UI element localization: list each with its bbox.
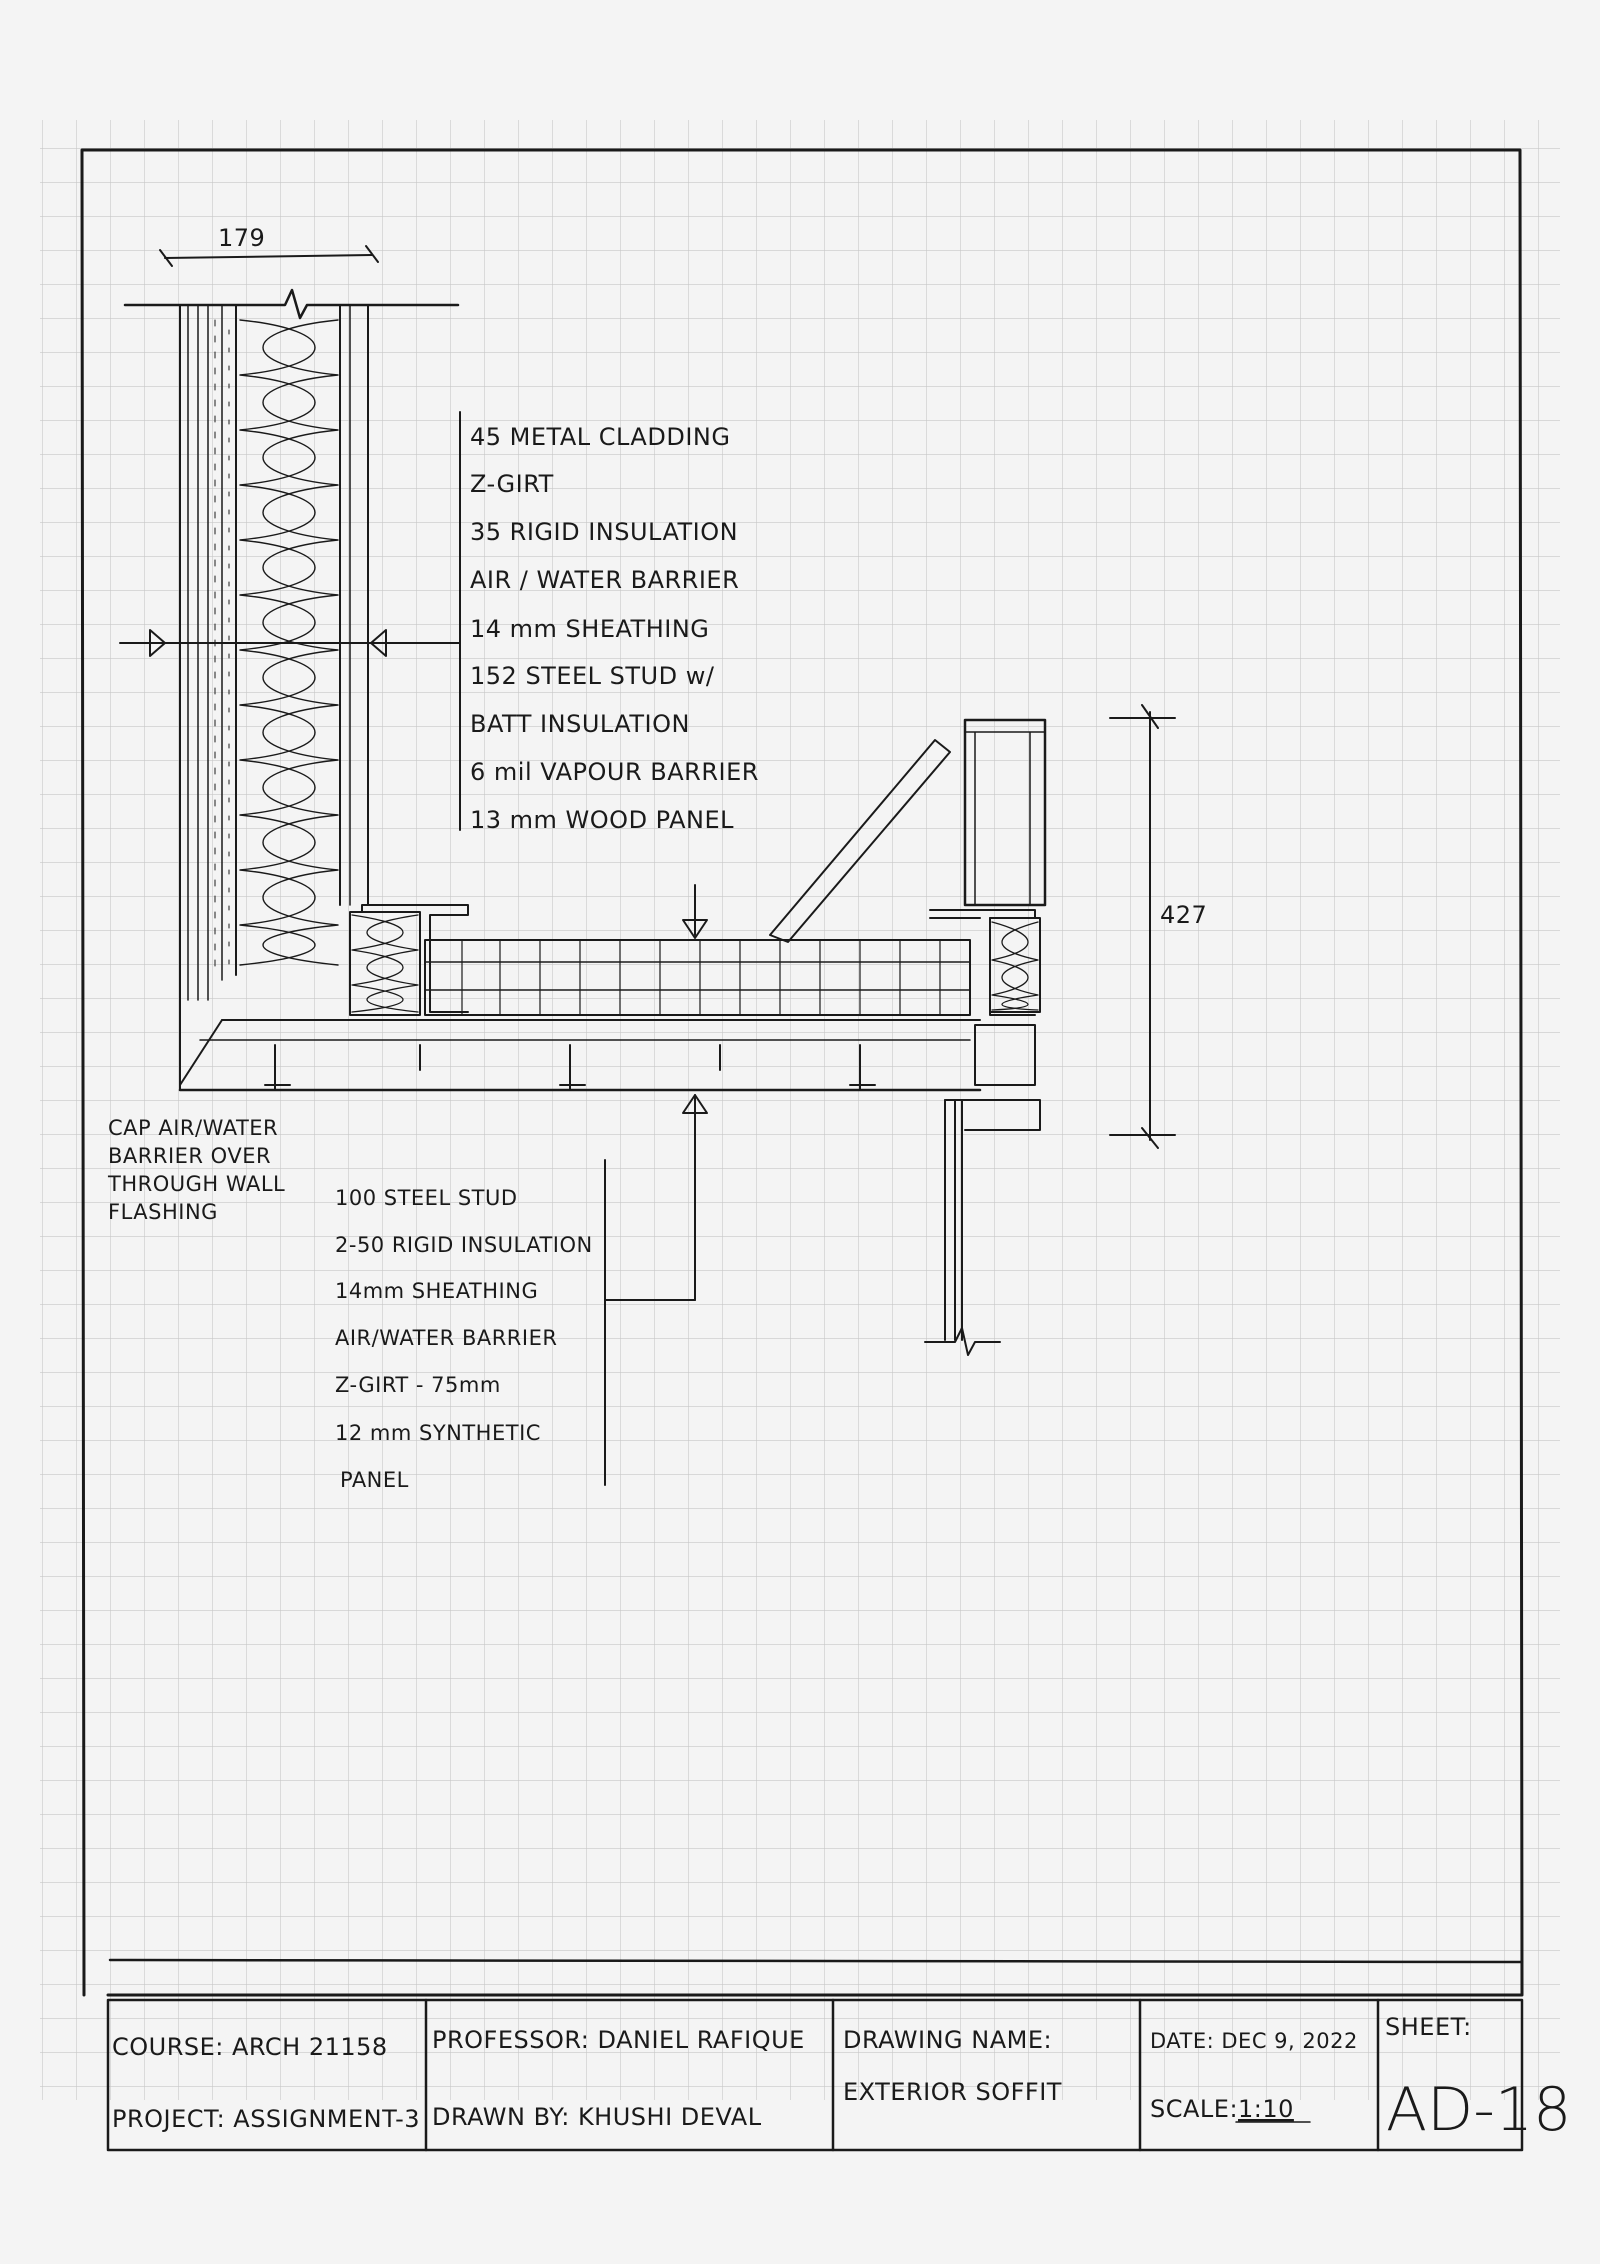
course-text: COURSE: ARCH 21158 xyxy=(112,2033,388,2061)
wall-layer-2: Z-GIRT xyxy=(470,470,554,498)
drawing-name-text: EXTERIOR SOFFIT xyxy=(843,2078,1062,2106)
project-text: PROJECT: ASSIGNMENT-3 xyxy=(112,2105,421,2133)
cap-note-line-2: BARRIER OVER xyxy=(108,1144,272,1168)
dimension-wall-width-label: 179 xyxy=(218,224,266,252)
graph-paper-grid xyxy=(40,120,1560,2100)
wall-layer-7: BATT INSULATION xyxy=(470,710,690,738)
wall-layer-6: 152 STEEL STUD w/ xyxy=(470,662,715,690)
dimension-soffit-height-label: 427 xyxy=(1160,901,1208,929)
cap-note-line-4: FLASHING xyxy=(108,1200,218,1224)
soffit-layer-7: PANEL xyxy=(340,1468,409,1492)
soffit-layer-3: 14mm SHEATHING xyxy=(335,1279,539,1303)
cap-note-line-1: CAP AIR/WATER xyxy=(108,1116,279,1140)
soffit-layer-6: 12 mm SYNTHETIC xyxy=(335,1421,541,1445)
wall-layer-3: 35 RIGID INSULATION xyxy=(470,518,739,546)
wall-layer-5: 14 mm SHEATHING xyxy=(470,615,710,643)
professor-text: PROFESSOR: DANIEL RAFIQUE xyxy=(432,2026,805,2054)
cap-note-line-3: THROUGH WALL xyxy=(108,1172,286,1196)
soffit-layer-4: AIR/WATER BARRIER xyxy=(335,1326,558,1350)
soffit-layer-5: Z-GIRT - 75mm xyxy=(335,1373,501,1397)
wall-layer-1: 45 METAL CLADDING xyxy=(470,423,731,451)
sheet-number: AD-18 xyxy=(1386,2075,1572,2145)
date-text: DATE: DEC 9, 2022 xyxy=(1150,2029,1358,2053)
scale-label: SCALE: xyxy=(1150,2095,1239,2123)
drawing-name-label: DRAWING NAME: xyxy=(843,2026,1053,2054)
wall-layer-9: 13 mm WOOD PANEL xyxy=(470,806,735,834)
soffit-layer-2: 2-50 RIGID INSULATION xyxy=(335,1233,593,1257)
wall-layer-8: 6 mil VAPOUR BARRIER xyxy=(470,758,759,786)
drawn-by-text: DRAWN BY: KHUSHI DEVAL xyxy=(432,2103,762,2131)
soffit-layer-1: 100 STEEL STUD xyxy=(335,1186,518,1210)
sheet-label: SHEET: xyxy=(1385,2013,1472,2041)
scale-value: 1:10 xyxy=(1238,2095,1294,2123)
wall-layer-4: AIR / WATER BARRIER xyxy=(470,566,740,594)
